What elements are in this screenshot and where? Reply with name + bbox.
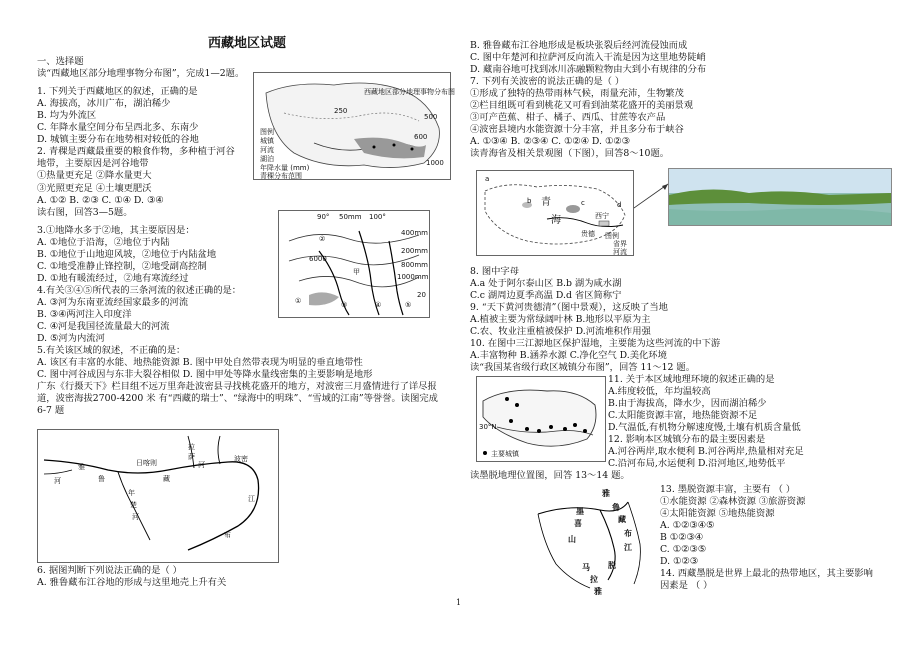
left-text-line: 5.有关该区域的叙述，不正确的是： — [37, 345, 186, 357]
label-lu: 鲁 — [98, 475, 105, 483]
label-5: ⑤ — [405, 301, 412, 309]
m-zang: 藏 — [618, 515, 626, 524]
q11-line: 11. 关于本区域地理环境的叙述正确的是 — [608, 374, 775, 385]
q11-line: C.沿河布局,水运便利 D.沿河地区,地势低平 — [608, 458, 786, 470]
left-text-line: A. ③河为东南亚流经国家最多的河流 — [37, 296, 189, 308]
label-jiang: 江 — [248, 495, 255, 503]
left-text-line: C. 年降水量空间分布呈西北多、东南少 — [37, 122, 199, 134]
left-text-line: 2. 青稞是西藏最重要的粮食作物，多种植于河谷 — [37, 146, 235, 158]
left-text-line: D. ⑤河为内流河 — [37, 333, 105, 345]
right-mid-line: 10. 在图中三江源地区保护湿地，主要能为这些河流的中下游 — [470, 338, 721, 350]
m-ya: 雅 — [602, 489, 610, 498]
left-text-line: A. 该区有丰富的水能、地热能资源 B. 图中甲处自然带表现为明显的垂直地带性 — [37, 357, 363, 369]
right-text-line: B. 雅鲁藏布江谷地形成是板块张裂后经河流侵蚀而成 — [470, 40, 688, 51]
left-text-line: 读“西藏地区部分地理事物分布图”，完成1—2题。 — [37, 68, 245, 80]
lon-90: 90° — [317, 213, 330, 221]
q13-intro: 读墨脱地理位置图，回答 13～14 题。 — [470, 470, 630, 481]
right-text-line: A. ①③④ B. ②③④ C. ①②④ D. ①②③ — [470, 136, 630, 148]
left-text-line: 地带，主要原因是河谷地带 — [37, 158, 149, 170]
label-zang: 藏 — [163, 475, 170, 483]
label-he3: 河 — [54, 477, 61, 485]
isoline-500: 500 — [424, 113, 438, 121]
right-mid-line: A.a 处于阿尔泰山区 B.b 湖为咸水湖 — [470, 278, 622, 290]
right-text-line: ①形成了独特的热带雨林气候，雨量充沛，生物繁茂 — [470, 88, 684, 100]
q13-line: ④太阳能资源 ⑤地热能资源 — [660, 508, 775, 520]
left-bottom-line: A. 雅鲁藏布江谷地的形成与这里地壳上升有关 — [37, 577, 227, 589]
page-number: 1 — [456, 598, 462, 607]
right-mid-line: 读“我国某省级行政区城镇分布图”，回答 11～12 题。 — [470, 362, 696, 374]
q13-line: B ①②③④ — [660, 532, 704, 544]
legend-title: 图例 — [260, 128, 274, 136]
legend-lake: 湖泊 — [260, 155, 274, 163]
right-text-line: ④波密县境内水能资源十分丰富，并且多分布于峡谷 — [470, 124, 684, 136]
label-b: b — [527, 197, 532, 205]
legend-barley: 青稞分布范围 — [260, 172, 302, 180]
q11-line: 12. 影响本区城镇分布的最主要因素是 — [608, 434, 766, 446]
m-bu: 布 — [624, 529, 632, 538]
label-4: ④ — [375, 301, 382, 309]
legend-town-5: 主要城镇 — [491, 450, 519, 458]
q13-line: 14. 西藏墨脱是世界上最北的热带地区，其主要影响 — [660, 568, 873, 580]
right-q13 — [660, 484, 890, 592]
left-text-line: 3.①地降水多于②地，其主要原因是： — [37, 224, 195, 236]
left-text-line: 1. 下列关于西藏地区的叙述，正确的是 — [37, 86, 198, 98]
label-20: 20 — [417, 291, 426, 299]
guide-landscape-photo — [668, 168, 892, 226]
legend-border: 省界 — [613, 240, 627, 248]
isohyet-400: 400mm — [401, 229, 428, 237]
isoline-1000: 1000 — [426, 159, 444, 167]
left-column — [37, 0, 457, 417]
left-text-line: A. ①地位于沿海，②地位于内陆 — [37, 236, 170, 248]
q13-line: D. ①②③ — [660, 556, 699, 568]
isohyet-50: 50mm — [339, 213, 362, 221]
qinghai-map — [476, 170, 634, 256]
label-hai: 海 — [551, 215, 561, 226]
left-text-line: 6-7 题 — [37, 405, 65, 417]
left-text-line: C. 图中河谷成因与东非大裂谷相似 D. 图中甲处等降水量线密集的主要影响是地形 — [37, 369, 373, 381]
left-text-line: D. ①地有暖流经过，②地有寒流经过 — [37, 272, 189, 284]
m-jiang: 江 — [624, 543, 632, 552]
q13-line: C. ①②③⑤ — [660, 544, 707, 556]
label-3: ③ — [341, 301, 348, 309]
left-text-line: A. ①② B. ②③ C. ①④ D. ③④ — [37, 194, 164, 206]
legend-river: 河流 — [260, 146, 274, 154]
m-lu: 鲁 — [612, 503, 620, 512]
isohyet-800: 800mm — [401, 261, 428, 269]
left-text-line: 4.有关③④⑤所代表的三条河流的叙述正确的是： — [37, 284, 242, 296]
right-text-line: D. 藏南谷地可找到冰川冻融颗粒物由大到小有规律的分布 — [470, 64, 707, 76]
precipitation-isoline-map — [278, 210, 430, 318]
right-text-line: C. 图中年楚河和拉萨河反向流入干流是因为这里地势陡峭 — [470, 52, 706, 64]
left-text-line: B. ①地位于山地迎风坡，②地位于内陆盆地 — [37, 248, 217, 260]
right-text-line: ②栏目组既可看到桃花又可看到油菜花盛开的美丽景观 — [470, 100, 694, 112]
isohyet-200: 200mm — [401, 247, 428, 255]
right-question-text — [470, 40, 890, 160]
q11-line: A.河谷两岸,取水便利 B.河谷两岸,热量相对充足 — [608, 446, 804, 458]
right-mid-line: C.农、牧业注重植被保护 D.河流堆积作用强 — [470, 326, 651, 338]
right-text-line: 7. 下列有关波密的说法正确的是（ ） — [470, 76, 625, 88]
left-text-line: ③光照更充足 ④土壤更肥沃 — [37, 182, 152, 194]
right-mid-line: C.c 湖周边夏季高温 D.d 省区简称宁 — [470, 290, 622, 302]
label-a: a — [485, 175, 490, 183]
label-ya: 雅 — [78, 463, 85, 471]
m-xi: 喜 — [574, 519, 582, 528]
yarlung-river-map — [37, 429, 279, 563]
m-shan: 山 — [568, 535, 576, 544]
page-title: 西藏地区试题 — [207, 36, 286, 51]
label-guide: 贵德 — [581, 230, 595, 238]
label-chu: 楚 — [130, 501, 137, 509]
left-text-line: B. 均为外流区 — [37, 110, 97, 122]
left-text-line: A. 海拔高，冰川广布，湖泊稀少 — [37, 98, 171, 110]
q13-line: 13. 墨脱资源丰富，主要有 （ ） — [660, 484, 796, 495]
right-mid-line: A.丰富物种 B.涵养水源 C.净化空气 D.美化环境 — [470, 350, 667, 362]
legend-rainfall: 年降水量 (mm) — [260, 164, 310, 172]
left-text-line: 广东《行摄天下》栏目组不远万里奔赴波密县寻找桃花盛开的地方，对波密三月盛情进行了详尽报 — [37, 381, 437, 393]
lon-100: 100° — [369, 213, 386, 221]
label-sa: 萨 — [188, 453, 195, 461]
legend-title-q: 图例 — [605, 232, 619, 240]
province-town-map — [476, 376, 606, 462]
q13-line: A. ①②③④⑤ — [660, 520, 715, 532]
label-xining: 西宁 — [595, 212, 609, 220]
q11-line: C.太阳能资源丰富，地热能资源不足 — [608, 410, 758, 422]
left-text-line: D. 城镇主要分布在地势相对较低的谷地 — [37, 134, 199, 146]
label-bomi: 波密 — [234, 455, 248, 463]
label-nian: 年 — [128, 489, 135, 497]
left-text-line: B. ③④两河注入印度洋 — [37, 308, 132, 320]
label-la: 拉 — [188, 443, 195, 451]
label-rikaze: 日喀则 — [136, 459, 157, 467]
isoline-250: 250 — [334, 107, 348, 115]
landscape-graphic — [669, 169, 891, 225]
legend-river-q: 河流 — [613, 248, 627, 256]
m-mo: 墨 — [576, 507, 584, 516]
q11-line: D.气温低,有机物分解速度慢,土壤有机质含量低 — [608, 422, 801, 434]
q13-line: ①水能资源 ②森林资源 ③旅游资源 — [660, 496, 806, 508]
q11-line: B.由于海拔高，降水少，因而湖泊稀少 — [608, 398, 767, 410]
right-q13-intro — [470, 470, 890, 482]
lat-30n: 30°N — [479, 423, 497, 431]
m-ya2: 雅 — [594, 587, 602, 596]
label-qing: 青 — [541, 197, 551, 208]
right-text-line: 读青海省及相关景观图（下图），回答8～10题。 — [470, 148, 670, 160]
right-column — [470, 40, 890, 160]
m-la: 拉 — [590, 575, 598, 584]
label-6000: 6000 — [309, 255, 327, 263]
isoline-600: 600 — [414, 133, 428, 141]
right-mid — [470, 266, 890, 374]
legend-town: 城镇 — [260, 137, 274, 145]
label-c: c — [581, 199, 585, 207]
label-he2: 河 — [132, 513, 139, 521]
label-jia: 甲 — [353, 268, 360, 276]
right-mid-line: 8. 图中字母 — [470, 266, 520, 277]
left-bottom-line: 6. 据图判断下列说法正确的是（ ） — [37, 565, 182, 576]
left-text-line: 一、选择题 — [37, 56, 84, 68]
left-text-line: ①热量更充足 ②降水量更大 — [37, 170, 152, 182]
map-title: 西藏地区部分地理事物分布图 — [364, 88, 455, 96]
q11-line: A.纬度较低，年均温较高 — [608, 386, 711, 398]
isohyet-1000: 1000mm — [397, 273, 429, 281]
m-ma: 马 — [582, 563, 590, 572]
label-1: ① — [295, 297, 302, 305]
m-tuo: 脱 — [608, 561, 616, 570]
medog-location-map — [530, 484, 652, 596]
right-text-line: ③可产芭蕉、柑子、橘子、西瓜、甘蔗等农产品 — [470, 112, 666, 124]
left-bottom — [37, 565, 457, 589]
left-text-line: 读右图，回答3—5题。 — [37, 206, 133, 218]
river-map-graphic — [38, 430, 278, 562]
label-d: d — [617, 201, 622, 209]
left-text-line: 道，波密海拔2700-4200 米 有“西藏的瑞士”、“绿海中的明珠”、“雪域的江南”等誉誉。读图完成 — [37, 393, 438, 405]
right-q11 — [608, 374, 898, 470]
label-he1: 河 — [198, 461, 205, 469]
q13-line: 因素是 （ ） — [660, 580, 713, 592]
arrow-to-photo — [632, 180, 672, 210]
left-text-line: C. ④河是我国径流量最大的河流 — [37, 321, 170, 333]
label-2: ② — [319, 235, 326, 243]
right-mid-line: 9. “天下黄河贵德清”（图中景观），这反映了当地 — [470, 302, 668, 314]
right-mid-line: A.植被主要为常绿阔叶林 B.地形以平原为主 — [470, 314, 651, 326]
tibet-distribution-map — [253, 72, 455, 180]
left-text-line: C. ①地受准静止锋控制，②地受副高控制 — [37, 260, 207, 272]
label-bu: 布 — [224, 531, 231, 539]
